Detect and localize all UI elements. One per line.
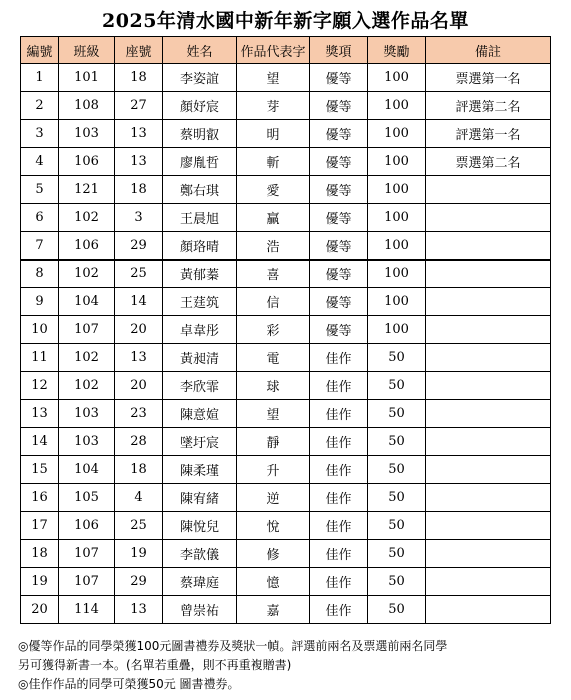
cell-representative-word: 電 — [237, 344, 310, 372]
cell-class: 106 — [59, 232, 115, 260]
cell-class: 102 — [59, 344, 115, 372]
cell-seat: 25 — [115, 260, 163, 288]
cell-representative-word: 升 — [237, 456, 310, 484]
cell-remarks — [426, 372, 551, 400]
table-row — [21, 372, 551, 400]
cell-class: 114 — [59, 596, 115, 624]
cell-reward: 50 — [368, 484, 426, 512]
cell-representative-word: 愛 — [237, 176, 310, 204]
cell-reward: 100 — [368, 120, 426, 148]
table-row — [21, 288, 551, 316]
cell-seat: 13 — [115, 120, 163, 148]
cell-seat: 13 — [115, 148, 163, 176]
cell-representative-word: 逆 — [237, 484, 310, 512]
cell-reward: 50 — [368, 428, 426, 456]
cell-seat: 29 — [115, 568, 163, 596]
table-row — [21, 260, 551, 288]
footnote-line: 另可獲得新書一本。(名單若重疊，則不再重複贈書) — [18, 658, 292, 672]
cell-student-name: 顏妤宸 — [163, 92, 237, 120]
cell-representative-word: 悅 — [237, 512, 310, 540]
cell-student-name: 卓韋彤 — [163, 316, 237, 344]
cell-representative-word: 嘉 — [237, 596, 310, 624]
cell-remarks — [426, 400, 551, 428]
cell-class: 106 — [59, 512, 115, 540]
column-header-award: 獎項 — [310, 37, 368, 64]
cell-class: 107 — [59, 540, 115, 568]
cell-remarks: 票選第二名 — [426, 148, 551, 176]
table-row — [21, 120, 551, 148]
table-row — [21, 316, 551, 344]
cell-class: 106 — [59, 148, 115, 176]
cell-award: 佳作 — [310, 596, 368, 624]
cell-student-name: 曾崇祐 — [163, 596, 237, 624]
cell-reward: 100 — [368, 204, 426, 232]
table-body — [21, 64, 551, 624]
table-row — [21, 512, 551, 540]
cell-reward: 100 — [368, 148, 426, 176]
table-row — [21, 92, 551, 120]
column-header-reward: 獎勵 — [368, 37, 426, 64]
cell-seat: 14 — [115, 288, 163, 316]
cell-award: 佳作 — [310, 428, 368, 456]
cell-reward: 50 — [368, 540, 426, 568]
cell-student-name: 陳柔瑾 — [163, 456, 237, 484]
cell-class: 102 — [59, 260, 115, 288]
table-row — [21, 456, 551, 484]
cell-number: 20 — [21, 596, 59, 624]
cell-representative-word: 憶 — [237, 568, 310, 596]
cell-award: 佳作 — [310, 540, 368, 568]
cell-award: 優等 — [310, 92, 368, 120]
cell-reward: 100 — [368, 288, 426, 316]
cell-representative-word: 芽 — [237, 92, 310, 120]
cell-student-name: 鄭右琪 — [163, 176, 237, 204]
table-row — [21, 540, 551, 568]
cell-student-name: 陳意媗 — [163, 400, 237, 428]
cell-class: 102 — [59, 372, 115, 400]
cell-reward: 100 — [368, 92, 426, 120]
cell-student-name: 黃郁蓁 — [163, 260, 237, 288]
cell-representative-word: 望 — [237, 64, 310, 92]
cell-representative-word: 修 — [237, 540, 310, 568]
cell-number: 9 — [21, 288, 59, 316]
cell-reward: 100 — [368, 176, 426, 204]
cell-award: 優等 — [310, 260, 368, 288]
cell-representative-word: 浩 — [237, 232, 310, 260]
table-row — [21, 176, 551, 204]
cell-seat: 20 — [115, 316, 163, 344]
cell-class: 121 — [59, 176, 115, 204]
column-header-number: 編號 — [21, 37, 59, 64]
cell-remarks — [426, 260, 551, 288]
cell-class: 108 — [59, 92, 115, 120]
cell-student-name: 王晨旭 — [163, 204, 237, 232]
cell-student-name: 李姿誼 — [163, 64, 237, 92]
cell-seat: 4 — [115, 484, 163, 512]
cell-remarks: 評選第二名 — [426, 92, 551, 120]
cell-student-name: 李欣霏 — [163, 372, 237, 400]
cell-award: 優等 — [310, 232, 368, 260]
cell-reward: 100 — [368, 260, 426, 288]
cell-seat: 13 — [115, 596, 163, 624]
cell-seat: 20 — [115, 372, 163, 400]
cell-number: 8 — [21, 260, 59, 288]
cell-award: 優等 — [310, 148, 368, 176]
cell-representative-word: 贏 — [237, 204, 310, 232]
cell-award: 佳作 — [310, 372, 368, 400]
cell-student-name: 陳悅兒 — [163, 512, 237, 540]
table-row — [21, 428, 551, 456]
cell-class: 103 — [59, 120, 115, 148]
cell-representative-word: 球 — [237, 372, 310, 400]
table-row — [21, 568, 551, 596]
cell-reward: 50 — [368, 568, 426, 596]
cell-remarks — [426, 428, 551, 456]
cell-remarks: 評選第一名 — [426, 120, 551, 148]
cell-reward: 50 — [368, 344, 426, 372]
cell-number: 12 — [21, 372, 59, 400]
cell-representative-word: 明 — [237, 120, 310, 148]
column-header-name: 姓名 — [163, 37, 237, 64]
cell-representative-word: 信 — [237, 288, 310, 316]
cell-award: 優等 — [310, 64, 368, 92]
cell-remarks — [426, 204, 551, 232]
cell-representative-word: 喜 — [237, 260, 310, 288]
cell-seat: 28 — [115, 428, 163, 456]
cell-number: 4 — [21, 148, 59, 176]
cell-student-name: 黃昶清 — [163, 344, 237, 372]
cell-remarks — [426, 484, 551, 512]
cell-award: 優等 — [310, 204, 368, 232]
cell-remarks — [426, 456, 551, 484]
cell-number: 13 — [21, 400, 59, 428]
cell-seat: 13 — [115, 344, 163, 372]
table-header-row — [21, 37, 551, 64]
cell-class: 107 — [59, 316, 115, 344]
cell-student-name: 陳宥緒 — [163, 484, 237, 512]
table-row — [21, 64, 551, 92]
cell-remarks — [426, 512, 551, 540]
cell-seat: 19 — [115, 540, 163, 568]
table-row — [21, 400, 551, 428]
cell-seat: 25 — [115, 512, 163, 540]
cell-number: 14 — [21, 428, 59, 456]
cell-number: 3 — [21, 120, 59, 148]
cell-number: 19 — [21, 568, 59, 596]
cell-reward: 100 — [368, 64, 426, 92]
cell-reward: 50 — [368, 596, 426, 624]
cell-representative-word: 望 — [237, 400, 310, 428]
cell-remarks — [426, 568, 551, 596]
cell-award: 優等 — [310, 288, 368, 316]
footnote-line: ◎優等作品的同學榮獲100元圖書禮券及獎狀一幀。評選前兩名及票選前兩名同學 — [18, 639, 448, 653]
cell-class: 101 — [59, 64, 115, 92]
cell-number: 5 — [21, 176, 59, 204]
footnote-line: ◎佳作作品的同學可榮獲50元 圖書禮券。 — [18, 677, 240, 691]
cell-remarks: 票選第一名 — [426, 64, 551, 92]
cell-class: 104 — [59, 456, 115, 484]
cell-number: 1 — [21, 64, 59, 92]
cell-seat: 18 — [115, 456, 163, 484]
cell-seat: 23 — [115, 400, 163, 428]
column-header-seat: 座號 — [115, 37, 163, 64]
cell-number: 17 — [21, 512, 59, 540]
cell-award: 佳作 — [310, 400, 368, 428]
column-header-remarks: 備註 — [426, 37, 551, 64]
cell-award: 優等 — [310, 316, 368, 344]
cell-seat: 29 — [115, 232, 163, 260]
cell-representative-word: 斬 — [237, 148, 310, 176]
cell-number: 2 — [21, 92, 59, 120]
cell-number: 16 — [21, 484, 59, 512]
cell-award: 佳作 — [310, 344, 368, 372]
page-title: 2025年清水國中新年新字願入選作品名單 — [102, 10, 469, 32]
cell-representative-word: 靜 — [237, 428, 310, 456]
cell-class: 107 — [59, 568, 115, 596]
cell-student-name: 廖胤哲 — [163, 148, 237, 176]
cell-student-name: 顏珞晴 — [163, 232, 237, 260]
cell-seat: 18 — [115, 64, 163, 92]
cell-remarks — [426, 344, 551, 372]
cell-award: 佳作 — [310, 456, 368, 484]
cell-award: 佳作 — [310, 484, 368, 512]
cell-reward: 50 — [368, 512, 426, 540]
cell-class: 104 — [59, 288, 115, 316]
table-row — [21, 484, 551, 512]
cell-number: 18 — [21, 540, 59, 568]
table-row — [21, 204, 551, 232]
cell-award: 優等 — [310, 176, 368, 204]
cell-remarks — [426, 316, 551, 344]
cell-remarks — [426, 232, 551, 260]
cell-student-name: 李歆儀 — [163, 540, 237, 568]
cell-student-name: 蔡明叡 — [163, 120, 237, 148]
cell-student-name: 蔡瑋庭 — [163, 568, 237, 596]
table-row — [21, 344, 551, 372]
cell-number: 6 — [21, 204, 59, 232]
cell-award: 優等 — [310, 120, 368, 148]
cell-remarks — [426, 176, 551, 204]
column-header-class: 班級 — [59, 37, 115, 64]
footnotes — [18, 637, 558, 694]
winners-table — [20, 36, 551, 624]
cell-class: 105 — [59, 484, 115, 512]
cell-remarks — [426, 288, 551, 316]
cell-reward: 50 — [368, 456, 426, 484]
cell-reward: 100 — [368, 316, 426, 344]
cell-class: 102 — [59, 204, 115, 232]
cell-number: 11 — [21, 344, 59, 372]
cell-number: 7 — [21, 232, 59, 260]
cell-seat: 3 — [115, 204, 163, 232]
table-row — [21, 596, 551, 624]
cell-seat: 27 — [115, 92, 163, 120]
table-row — [21, 232, 551, 260]
cell-remarks — [426, 596, 551, 624]
cell-student-name: 墜圩宸 — [163, 428, 237, 456]
cell-seat: 18 — [115, 176, 163, 204]
column-header-representative-word: 作品代表字 — [237, 37, 310, 64]
cell-reward: 50 — [368, 372, 426, 400]
cell-student-name: 王莛筑 — [163, 288, 237, 316]
table-row — [21, 148, 551, 176]
cell-class: 103 — [59, 428, 115, 456]
cell-number: 15 — [21, 456, 59, 484]
cell-remarks — [426, 540, 551, 568]
cell-reward: 100 — [368, 232, 426, 260]
cell-award: 佳作 — [310, 512, 368, 540]
cell-representative-word: 彩 — [237, 316, 310, 344]
cell-number: 10 — [21, 316, 59, 344]
cell-reward: 50 — [368, 400, 426, 428]
cell-award: 佳作 — [310, 568, 368, 596]
cell-class: 103 — [59, 400, 115, 428]
